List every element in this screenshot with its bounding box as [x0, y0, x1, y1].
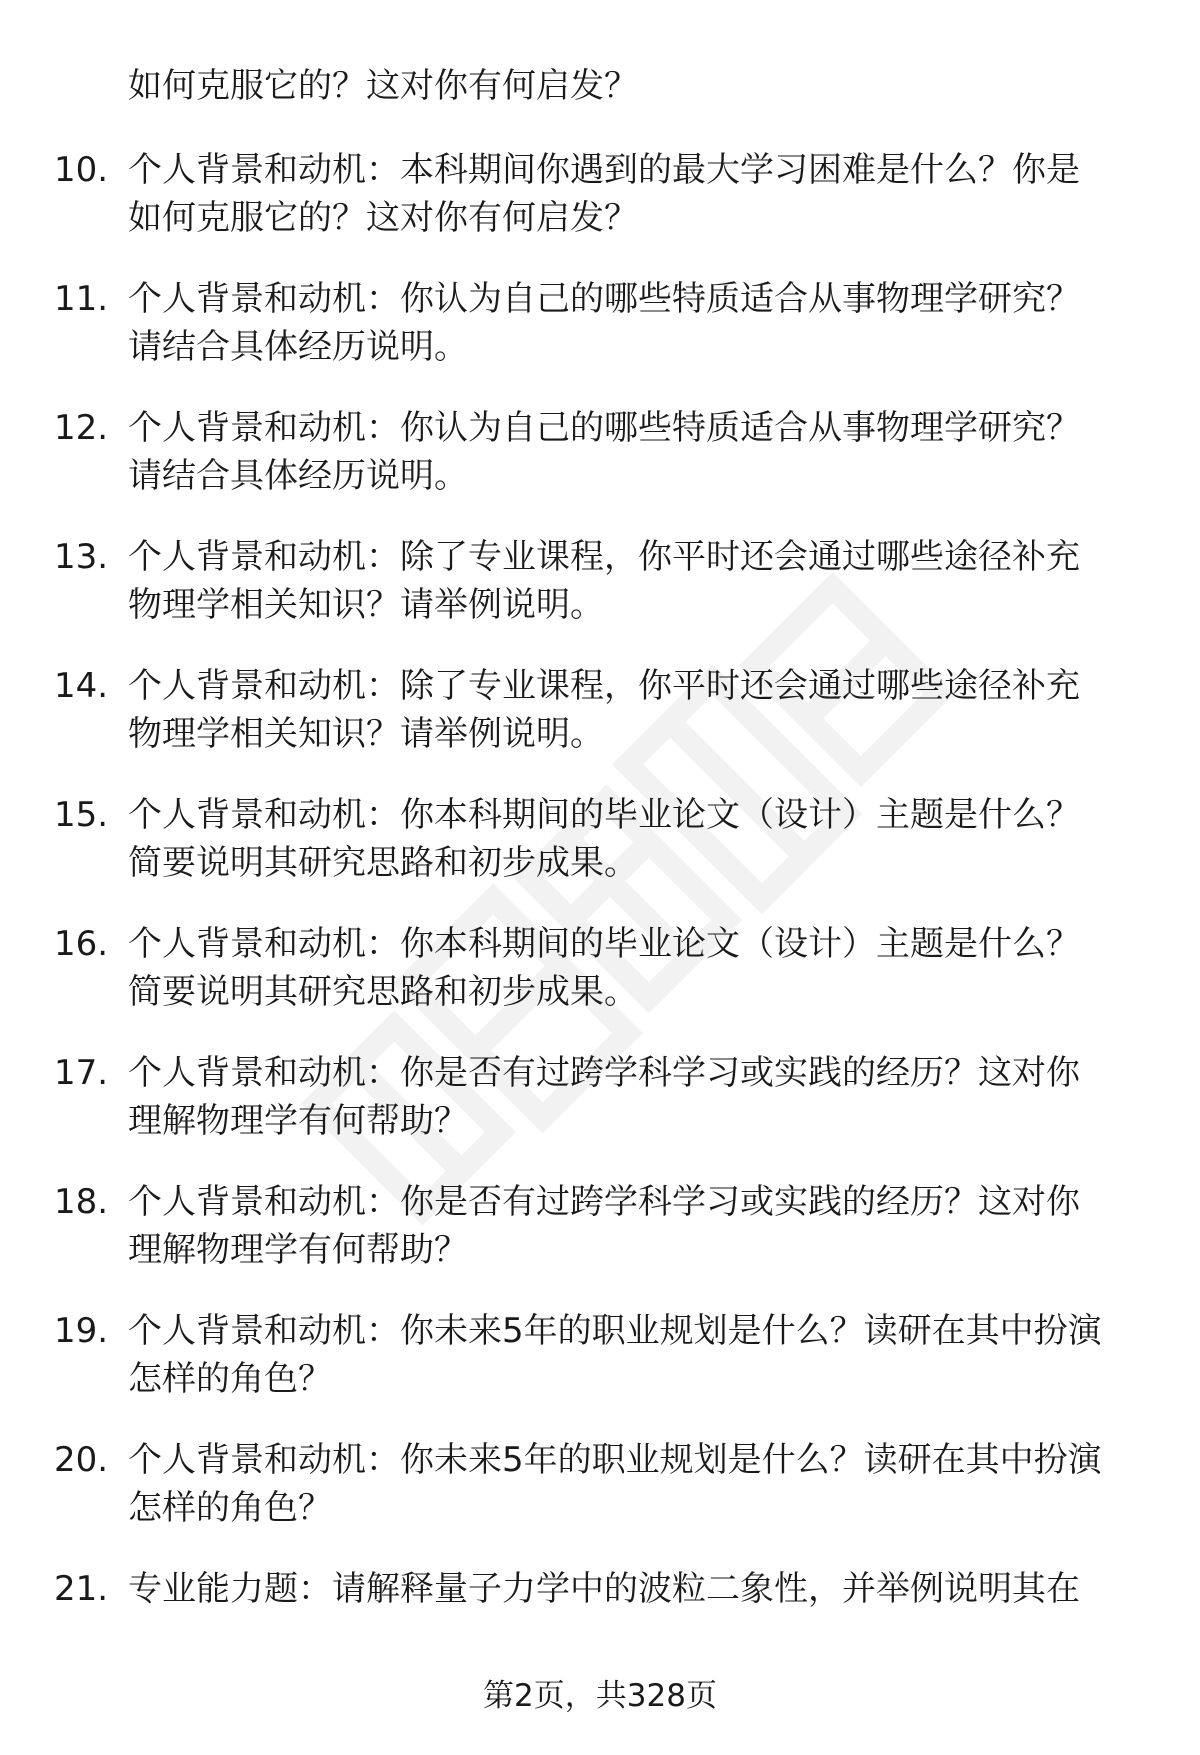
question-text-line: 怎样的角色？	[128, 1359, 332, 1399]
question-text-line: 个人背景和动机：你未来5年的职业规划是什么？读研在其中扮演	[128, 1311, 1102, 1351]
question-number: 15.	[54, 795, 109, 835]
question-number: 10.	[54, 150, 109, 190]
question-text-line: 物理学相关知识？请举例说明。	[128, 714, 604, 754]
question-item	[0, 791, 1200, 920]
question-text-line: 个人背景和动机：你本科期间的毕业论文（设计）主题是什么？	[128, 795, 1080, 835]
question-text-line: 怎样的角色？	[128, 1488, 332, 1528]
page-footer: 第2页，共328页	[483, 1678, 717, 1714]
question-text-line: 个人背景和动机：你是否有过跨学科学习或实践的经历？这对你	[128, 1053, 1080, 1093]
question-number: 19.	[54, 1311, 109, 1351]
question-text-line: 如何克服它的？这对你有何启发？	[128, 198, 638, 238]
question-number: 20.	[54, 1440, 109, 1480]
question-text-line: 请结合具体经历说明。	[128, 456, 468, 496]
question-item	[0, 1049, 1200, 1178]
question-item	[0, 1178, 1200, 1307]
question-text-line: 个人背景和动机：除了专业课程，你平时还会通过哪些途径补充	[128, 666, 1080, 706]
question-number: 21.	[54, 1569, 109, 1609]
question-number: 12.	[54, 408, 109, 448]
question-text-line: 个人背景和动机：你认为自己的哪些特质适合从事物理学研究？	[128, 279, 1080, 319]
question-number: 13.	[54, 537, 109, 577]
question-item	[0, 533, 1200, 662]
question-text-line: 简要说明其研究思路和初步成果。	[128, 972, 638, 1012]
question-text-line: 理解物理学有何帮助？	[128, 1101, 468, 1141]
question-text-line: 物理学相关知识？请举例说明。	[128, 585, 604, 625]
continued-question-text: 如何克服它的？这对你有何启发？	[128, 66, 638, 106]
question-text-line: 个人背景和动机：除了专业课程，你平时还会通过哪些途径补充	[128, 537, 1080, 577]
question-number: 11.	[54, 279, 109, 319]
question-text-line: 个人背景和动机：你未来5年的职业规划是什么？读研在其中扮演	[128, 1440, 1102, 1480]
question-item	[0, 1436, 1200, 1565]
question-text-line: 个人背景和动机：你本科期间的毕业论文（设计）主题是什么？	[128, 924, 1080, 964]
question-number: 17.	[54, 1053, 109, 1093]
question-item	[0, 920, 1200, 1049]
question-text-line: 个人背景和动机：本科期间你遇到的最大学习困难是什么？你是	[128, 150, 1080, 190]
question-text-line: 请结合具体经历说明。	[128, 327, 468, 367]
question-text-line: 理解物理学有何帮助？	[128, 1230, 468, 1270]
question-item	[0, 146, 1200, 275]
question-item	[0, 1307, 1200, 1436]
question-item	[0, 275, 1200, 404]
question-number: 14.	[54, 666, 109, 706]
question-text-line: 个人背景和动机：你是否有过跨学科学习或实践的经历？这对你	[128, 1182, 1080, 1222]
question-text-line: 个人背景和动机：你认为自己的哪些特质适合从事物理学研究？	[128, 408, 1080, 448]
question-item	[0, 662, 1200, 791]
question-number: 16.	[54, 924, 109, 964]
question-item	[0, 404, 1200, 533]
question-text-line: 简要说明其研究思路和初步成果。	[128, 843, 638, 883]
question-number: 18.	[54, 1182, 109, 1222]
question-text-line: 专业能力题：请解释量子力学中的波粒二象性，并举例说明其在	[128, 1569, 1080, 1609]
question-list	[0, 146, 1200, 1694]
